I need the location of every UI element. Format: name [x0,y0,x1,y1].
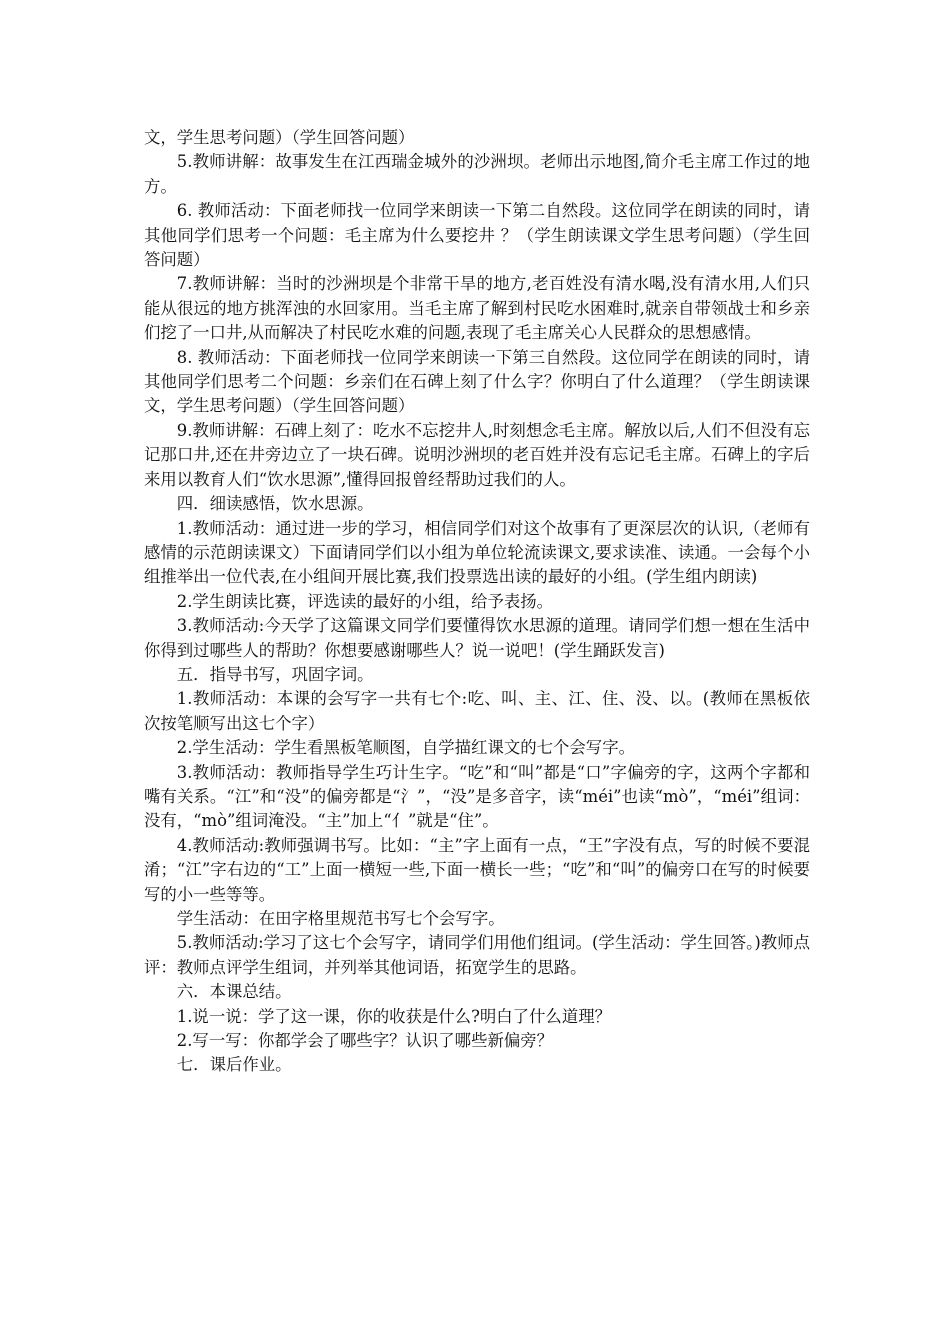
paragraph-section5-item-5: 5.教师活动:学习了这七个会写字，请同学们用他们组词。(学生活动：学生回答。)教师点评：教师点评学生组词，并列举其他词语，拓宽学生的思路。 [144,933,810,977]
section-heading-5: 五．指导书写，巩固字词。 [176,664,374,684]
paragraph-section5-item-3: 3.教师活动：教师指导学生巧计生字。“吃”和“叫”都是“口”字偏旁的字，这两个字都和嘴有关系。“江”和“没”的偏旁都是“氵”，“没”是多音字，读“méi”也读“mò”，“méi”组词：没有，“mò”组词淹没。“主”加上“亻”就是“住”。 [144,762,810,831]
paragraph-section6-item-1: 1.说一说：学了这一课，你的收获是什么?明白了什么道理？ [176,1006,611,1026]
paragraph-section4-item-3: 3.教师活动:今天学了这篇课文同学们要懂得饮水思源的道理。请同学们想一想在生活中你得到过哪些人的帮助？你想要感谢哪些人？说一说吧！(学生踊跃发言) [144,616,810,660]
section-heading-6: 六．本课总结。 [176,982,292,1002]
document-body [144,126,810,1078]
paragraph-step-6-activity: 6. 教师活动：下面老师找一位同学来朗读一下第二自然段。这位同学在朗读的同时，请其他同学们思考一个问题：毛主席为什么要挖井 ？（学生朗读课文学生思考问题）（学生回答问题） [144,201,810,270]
paragraph-step-9-explanation: 9.教师讲解：石碑上刻了：吃水不忘挖井人,时刻想念毛主席。解放以后,人们不但没有忘记那口井,还在井旁边立了一块石碑。说明沙洲坝的老百姓并没有忘记毛主席。石碑上的字后来用以教育人们“饮水思源”,懂得回报曾经帮助过我们的人。 [144,420,810,489]
section-heading-4: 四．细读感悟，饮水思源。 [176,494,374,514]
paragraph-section5-item-1: 1.教师活动：本课的会写字一共有七个:吃、叫、主、江、住、没、以。(教师在黑板依次按笔顺写出这七个字） [144,689,810,733]
paragraph-section4-item-2: 2.学生朗读比赛，评选读的最好的小组，给予表扬。 [176,591,554,611]
paragraph-section6-item-2: 2.写一写：你都学会了哪些字？认识了哪些新偏旁？ [176,1031,554,1051]
section-heading-7: 七．课后作业。 [176,1055,292,1075]
paragraph-section5-item-4: 4.教师活动:教师强调书写。比如：“主”字上面有一点，“王”字没有点，写的时候不要混淆；“江”字右边的“工”上面一横短一些,下面一横长一些；“吃”和“叫”的偏旁口在写的时候要写的小一些等等。 [144,835,810,904]
paragraph-step-8-activity: 8. 教师活动：下面老师找一位同学来朗读一下第三自然段。这位同学在朗读的同时，请其他同学们思考二个问题：乡亲们在石碑上刻了什么字？你明白了什么道理？（学生朗读课文，学生思考问题）（学生回答问题） [144,347,810,416]
paragraph-continuation: 文，学生思考问题）（学生回答问题） [144,128,415,147]
paragraph-student-activity: 学生活动：在田字格里规范书写七个会写字。 [176,909,505,928]
paragraph-section5-item-2: 2.学生活动：学生看黑板笔顺图，自学描红课文的七个会写字。 [176,738,635,758]
paragraph-section4-item-1: 1.教师活动：通过进一步的学习，相信同学们对这个故事有了更深层次的认识,（老师有感情的示范朗读课文）下面请同学们以小组为单位轮流读课文,要求读准、读通。一会每个小组推举出一位代表,在小组间开展比赛,我们投票选出读的最好的小组。(学生组内朗读) [144,518,810,587]
paragraph-step-5-explanation: 5.教师讲解：故事发生在江西瑞金城外的沙洲坝。老师出示地图,简介毛主席工作过的地方。 [144,152,810,196]
paragraph-step-7-explanation: 7.教师讲解：当时的沙洲坝是个非常干旱的地方,老百姓没有清水喝,没有清水用,人们只能从很远的地方挑浑浊的水回家用。当毛主席了解到村民吃水困难时,就亲自带领战士和乡亲们挖了一口井,从而解决了村民吃水难的问题,表现了毛主席关心人民群众的思想感情。 [144,274,810,343]
